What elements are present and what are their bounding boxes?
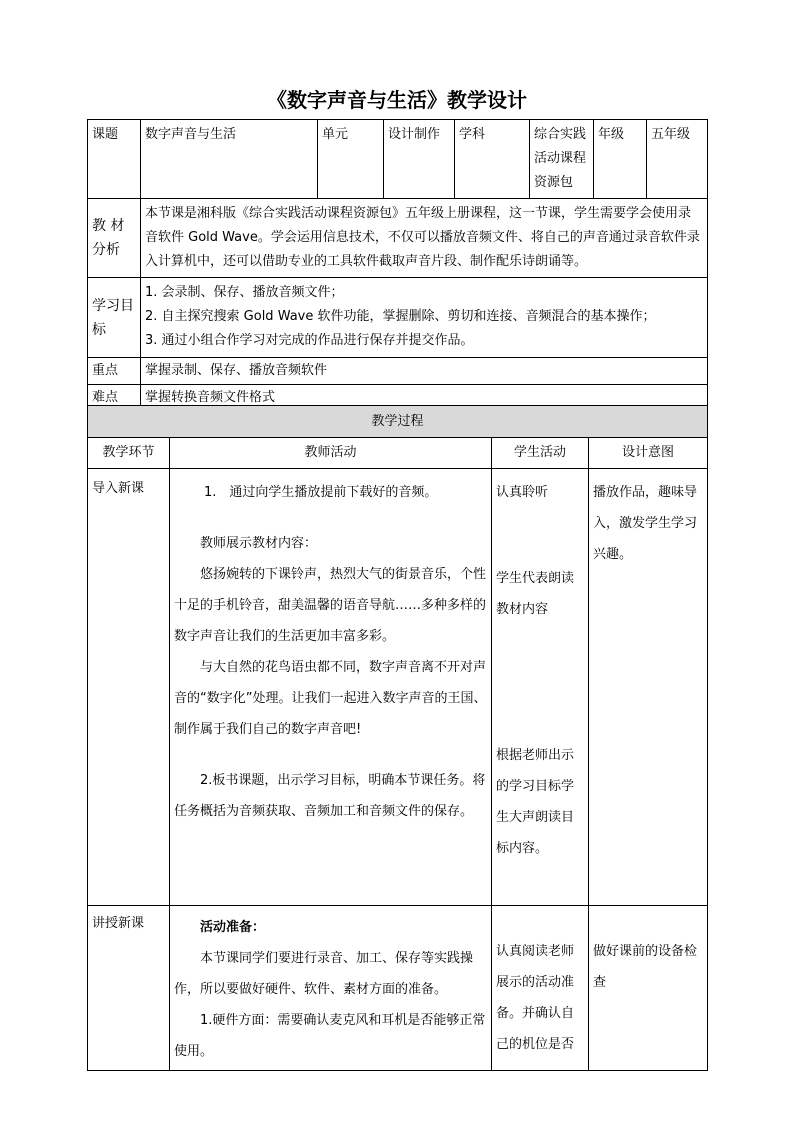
grade-label: 年级 bbox=[594, 120, 647, 199]
grade-value: 五年级 bbox=[647, 120, 708, 199]
difficulty-label: 难点 bbox=[88, 385, 141, 412]
student-activity-cell bbox=[492, 469, 589, 906]
objectives-list bbox=[141, 278, 708, 358]
teacher-activity-cell bbox=[170, 469, 492, 906]
objective-item: 2. 自主探究搜索 Gold Wave 软件功能，掌握删除、剪切和连接、音频混合的基本操作； bbox=[145, 309, 656, 324]
key-point-label: 重点 bbox=[88, 358, 141, 385]
stage-cell: 讲授新课 bbox=[88, 906, 170, 1071]
intent-cell: 做好课前的设备检查 bbox=[589, 906, 708, 1071]
analysis-text: 本节课是湘科版《综合实践活动课程资源包》五年级上册课程，这一节课，学生需要学会使用录音软件 Gold Wave。学会运用信息技术，不仅可以播放音频文件、将自己的声音通过录音软件录入计算机中，还可以借助专业的工具软件截取声音片段、制作配乐诗朗诵等。 bbox=[141, 199, 708, 278]
unit-label: 单元 bbox=[318, 120, 384, 199]
student-paragraph: 根据老师出示的学习目标学生大声朗读目标内容。 bbox=[496, 748, 575, 856]
student-paragraph: 认真聆听 bbox=[496, 485, 549, 500]
topic-value: 数字声音与生活 bbox=[141, 120, 318, 199]
analysis-label: 教 材分析 bbox=[88, 199, 141, 278]
unit-value: 设计制作 bbox=[384, 120, 455, 199]
intent-cell: 播放作品，趣味导入，激发学生学习兴趣。 bbox=[589, 469, 708, 906]
teacher-paragraph: 1.硬件方面：需要确认麦克风和耳机是否能够正常使用。 bbox=[174, 1013, 486, 1059]
column-header: 设计意图 bbox=[589, 438, 708, 469]
teacher-paragraph: 1. 通过向学生播放提前下载好的音频。 bbox=[204, 485, 438, 500]
teacher-activity-cell bbox=[170, 906, 492, 1071]
teacher-paragraph: 本节课同学们要进行录音、加工、保存等实践操作，所以要做好硬件、软件、素材方面的准备。 bbox=[174, 951, 474, 997]
teacher-paragraph: 活动准备： bbox=[200, 920, 266, 935]
column-header: 教学环节 bbox=[88, 438, 170, 469]
student-activity-cell: 认真阅读老师展示的活动准备。并确认自己的机位是否 bbox=[492, 906, 589, 1071]
teacher-paragraph: 教师展示教材内容： bbox=[200, 536, 318, 551]
stage-cell: 导入新课 bbox=[88, 469, 170, 906]
subject-label: 学科 bbox=[455, 120, 530, 199]
student-paragraph: 学生代表朗读教材内容 bbox=[496, 571, 575, 617]
info-table bbox=[87, 119, 708, 412]
key-point-text: 掌握录制、保存、播放音频软件 bbox=[141, 358, 708, 385]
process-title: 教学过程 bbox=[88, 406, 708, 438]
teacher-paragraph: 2.板书课题，出示学习目标，明确本节课任务。将任务概括为音频获取、音频加工和音频文件的保存。 bbox=[174, 773, 486, 819]
difficulty-text: 掌握转换音频文件格式 bbox=[141, 385, 708, 412]
objective-item: 3. 通过小组合作学习对完成的作品进行保存并提交作品。 bbox=[145, 333, 474, 348]
teacher-paragraph: 与大自然的花鸟语虫都不同，数字声音离不开对声音的“数字化”处理。让我们一起进入数字声音的王国、制作属于我们自己的数字声音吧! bbox=[174, 660, 487, 737]
process-table bbox=[87, 405, 708, 1071]
objective-item: 1. 会录制、保存、播放音频文件； bbox=[145, 285, 344, 300]
objectives-label: 学习目标 bbox=[88, 278, 141, 358]
column-header: 学生活动 bbox=[492, 438, 589, 469]
subject-value: 综合实践活动课程资源包 bbox=[530, 120, 594, 199]
topic-label: 课题 bbox=[88, 120, 141, 199]
page-title: 《数字声音与生活》教学设计 bbox=[267, 88, 527, 112]
teacher-paragraph: 悠扬婉转的下课铃声，热烈大气的街景音乐，个性十足的手机铃音，甜美温馨的语音导航……多种多样的数字声音让我们的生活更加丰富多彩。 bbox=[174, 567, 487, 644]
column-header: 教师活动 bbox=[170, 438, 492, 469]
